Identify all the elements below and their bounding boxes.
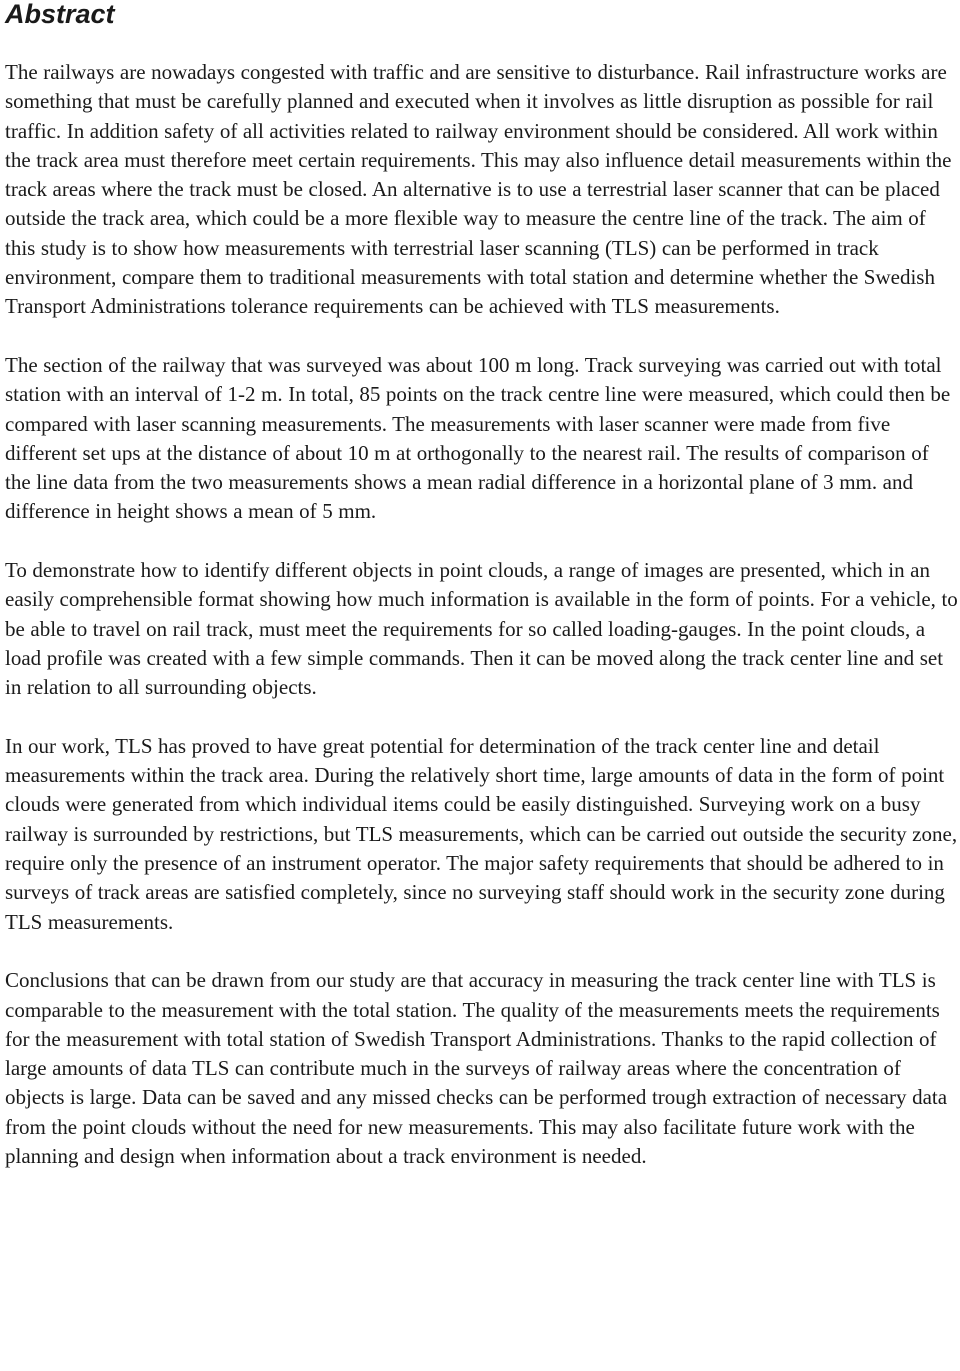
abstract-paragraph-2: The section of the railway that was surveyed was about 100 m long. Track surveying was carried out with total station with an interval of 1-2 m. In total, 85 points on the track centre line were measured, which could then be compared with laser scanning measurements. The measurements with laser scanner were made from five different set ups at the distance of about 10 m at orthogonally to the nearest rail. The results of comparison of the line data from the two measurements shows a mean radial difference in a horizontal plane of 3 mm. and difference in height shows a mean of 5 mm. xyxy=(5,352,951,524)
section-heading: Abstract xyxy=(5,0,115,29)
abstract-paragraph-5: Conclusions that can be drawn from our study are that accuracy in measuring the track center line with TLS is comparable to the measurement with the total station. The quality of the measurements meets the requirements for the measurement with total station of Swedish Transport Administrations. Thanks to the rapid collection of large amounts of data TLS can contribute much in the surveys of railway areas where the concentration of objects is large. Data can be saved and any missed checks can be performed trough extraction of necessary data from the point clouds without the need for new measurements. This may also facilitate future work with the planning and design when information about a track environment is needed. xyxy=(5,968,948,1168)
abstract-paragraph-4: In our work, TLS has proved to have great potential for determination of the track center line and detail measurements within the track area. During the relatively short time, large amounts of data in the form of point clouds were generated from which individual items could be easily distinguished. Surveying work on a busy railway is surrounded by restrictions, but TLS measurements, which can be carried out outside the security zone, require only the presence of an instrument operator. The major safety requirements that should be adhered to in surveys of track areas are satisfied completely, since no surveying staff should work in the security zone during TLS measurements. xyxy=(5,733,958,934)
abstract-paragraph-1: The railways are nowadays congested with traffic and are sensitive to disturbance. Rail infrastructure works are something that must be carefully planned and executed when it involves as little disruption as possible for rail traffic. In addition safety of all activities related to railway environment should be considered. All work within the track area must therefore meet certain requirements. This may also influence detail measurements within the track areas where the track must be closed. An alternative is to use a terrestrial laser scanner that can be placed outside the track area, which could be a more flexible way to measure the centre line of the track. The aim of this study is to show how measurements with terrestrial laser scanning (TLS) can be performed in track environment, compare them to traditional measurements with total station and determine whether the Swedish Transport Administrations tolerance requirements can be achieved with TLS measurements. xyxy=(5,60,952,319)
document-page xyxy=(5,0,958,1171)
abstract-paragraph-3: To demonstrate how to identify different objects in point clouds, a range of images are presented, which in an easily comprehensible format showing how much information is available in the form of points. For a vehicle, to be able to travel on rail track, must meet the requirements for so called loading-gauges. In the point clouds, a load profile was created with a few simple commands. Then it can be moved along the track center line and set in relation to all surrounding objects. xyxy=(5,558,958,700)
